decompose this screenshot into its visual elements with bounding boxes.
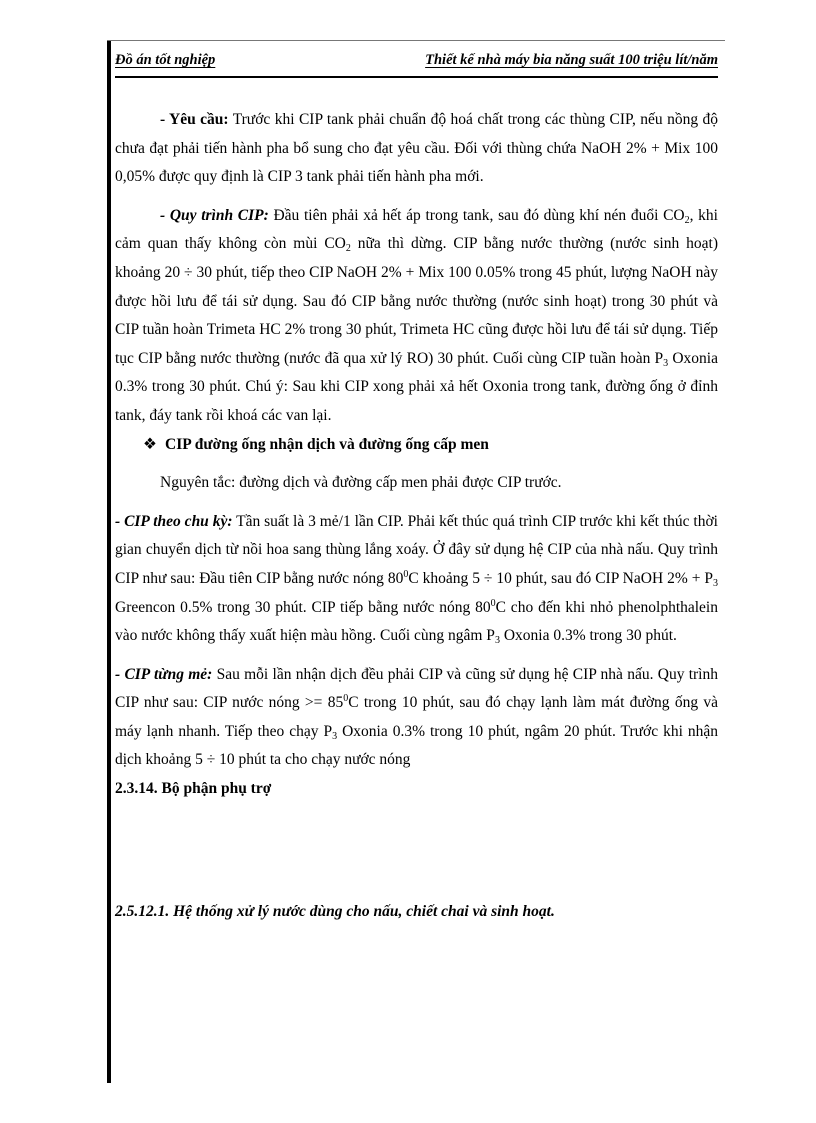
cip-periodic-text-2: C khoảng 5 ÷ 10 phút, sau đó CIP NaOH 2% + P	[408, 569, 713, 587]
header-right-title: Thiết kế nhà máy bia năng suất 100 triệu lít/năm	[425, 52, 718, 68]
superscript: 0	[403, 568, 409, 580]
subsection-heading: 2.5.12.1. Hệ thống xử lý nước dùng cho nấu, chiết chai và sinh hoạt.	[115, 903, 555, 920]
paragraph-cip-periodic	[115, 508, 718, 651]
cip-periodic-text-3: Greencon 0.5% trong 30 phút. CIP tiếp bằng nước nóng 80	[115, 598, 491, 616]
cip-periodic-text-4: C cho đến khi nhỏ phenolphthalein vào nước không thấy xuất hiện màu hồng. Cuối cùng ngâm P	[115, 598, 718, 645]
subscript: 3	[332, 730, 338, 742]
principle-text: Nguyên tắc: đường dịch và đường cấp men phải được CIP trước.	[160, 474, 562, 492]
cip-procedure-text-3: nữa thì dừng. CIP bằng nước thường (nước sinh hoạt) khoảng 20 ÷ 30 phút, tiếp theo CIP NaOH 2% + Mix 100 0.05% trong 45 phút, lượng NaOH này được hồi lưu để tái sử dụng. Sau đó CIP bằng nước thường (nước sinh hoạt) trong 30 phút và CIP tuần hoàn Trimeta HC 2% trong 30 phút, Trimeta HC cũng được hồi lưu để tái sử dụng. Tiếp tục CIP bằng nước thường (nước đã qua xử lý RO) 30 phút. Cuối cùng CIP tuần hoàn P	[115, 235, 718, 367]
cip-periodic-text-1: Tần suất là 3 mẻ/1 lần CIP. Phải kết thúc quá trình CIP trước khi kết thúc thời gian chuyển dịch từ nồi hoa sang thùng lắng xoáy. Ở đây sử dụng hệ CIP của nhà nấu. Quy trình CIP như sau: Đầu tiên CIP bằng nước nóng 80	[115, 512, 718, 587]
cip-batch-text-3: Oxonia 0.3% trong 10 phút, ngâm 20 phút. Trước khi nhận dịch khoảng 5 ÷ 10 phút ta cho chạy nước nóng	[115, 722, 718, 769]
paragraph-cip-procedure	[115, 202, 718, 431]
page-header	[115, 52, 718, 74]
requirements-label: - Yêu cầu:	[160, 111, 229, 128]
paragraph-cip-batch	[115, 661, 718, 775]
diamond-bullet-icon: ❖	[143, 435, 157, 453]
bullet-heading-text: CIP đường ống nhận dịch và đường ống cấp men	[165, 435, 489, 453]
document-body	[115, 106, 718, 804]
section-heading: 2.3.14. Bộ phận phụ trợ	[115, 780, 272, 798]
cip-procedure-text-1: Đầu tiên phải xả hết áp trong tank, sau đó dùng khí nén đuổi CO	[268, 206, 685, 224]
superscript: 0	[343, 693, 349, 705]
page-frame-left-border	[107, 40, 111, 1083]
cip-batch-text-2: C trong 10 phút, sau đó chạy lạnh làm mát đường ống và máy lạnh nhanh. Tiếp theo chạy P	[115, 694, 718, 740]
cip-procedure-text-2: , khi cảm quan thấy không còn mùi CO	[115, 206, 718, 253]
subscript: 3	[663, 357, 669, 369]
cip-batch-text-1: Sau mỗi lần nhận dịch đều phải CIP và cũng sử dụng hệ CIP nhà nấu. Quy trình CIP như sau: CIP nước nóng >= 85	[115, 665, 718, 712]
subscript: 3	[494, 635, 500, 647]
cip-procedure-text-4: Oxonia 0.3% trong 30 phút. Chú ý: Sau khi CIP xong phải xả hết Oxonia trong tank, đường ống ở đỉnh tank, đáy tank rồi khoá các van lại.	[115, 349, 718, 424]
paragraph-requirements	[115, 106, 718, 192]
cip-batch-label: - CIP từng mẻ:	[115, 665, 213, 683]
superscript: 0	[490, 597, 496, 609]
cip-periodic-label: - CIP theo chu kỳ:	[115, 512, 233, 530]
cip-periodic-text-5: Oxonia 0.3% trong 30 phút.	[499, 627, 677, 645]
subscript: 3	[713, 577, 718, 589]
bullet-heading	[115, 431, 718, 460]
header-left-title: Đồ án tốt nghiệp	[115, 52, 216, 68]
requirements-text: Trước khi CIP tank phải chuẩn độ hoá chất trong các thùng CIP, nếu nồng độ chưa đạt phải tiến hành pha bổ sung cho đạt yêu cầu. Đối với thùng chứa NaOH 2% + Mix 100 0,05% được quy định là CIP 3 tank phải tiến hành pha mới.	[115, 111, 718, 186]
paragraph-principle	[115, 469, 718, 498]
subscript: 2	[684, 214, 690, 226]
cip-procedure-label: - Quy trình CIP:	[160, 206, 269, 224]
header-rule	[115, 76, 718, 78]
page-frame-top-border	[107, 40, 725, 41]
subscript: 2	[345, 243, 351, 255]
